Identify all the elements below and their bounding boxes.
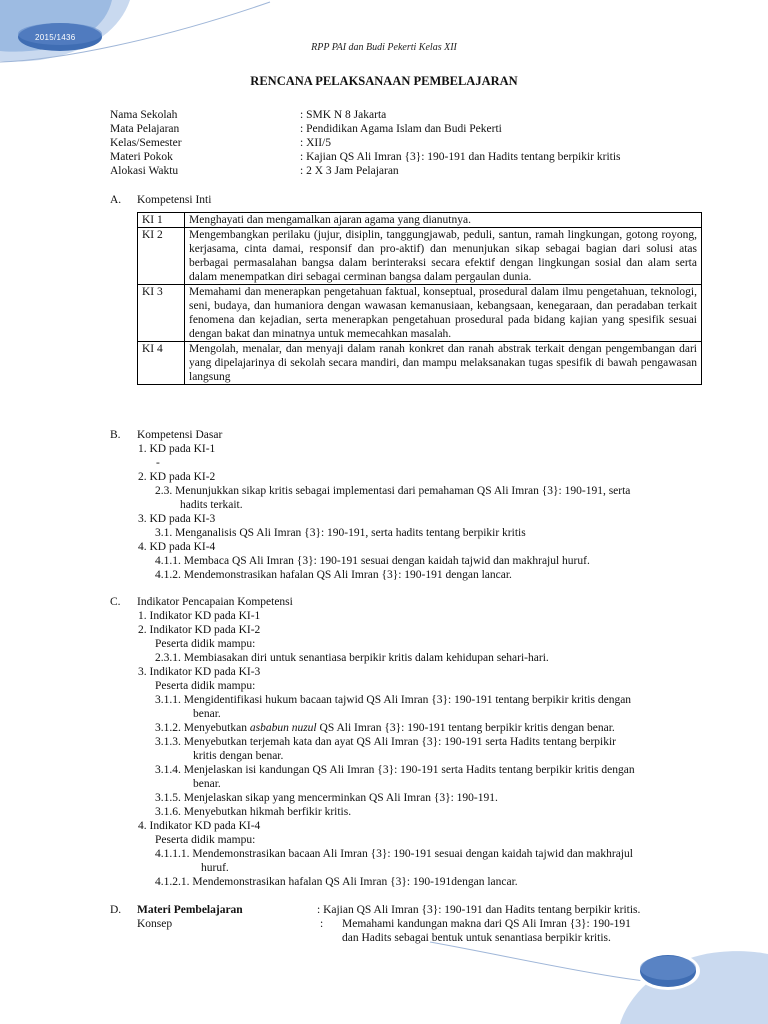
list-item: 3.1. Menganalisis QS Ali Imran {3}: 190-191, serta hadits tentang berpikir kritis <box>155 527 526 539</box>
list-item: 1. Indikator KD pada KI-1 <box>138 610 261 622</box>
ki-key: KI 3 <box>138 285 185 342</box>
section-heading: Kompetensi Dasar <box>137 429 223 441</box>
list-item: 2. Indikator KD pada KI-2 <box>138 624 261 636</box>
list-item <box>155 721 615 735</box>
list-item: benar. <box>193 778 221 790</box>
identity-value: : Pendidikan Agama Islam dan Budi Pekerti <box>300 123 502 135</box>
ki-key: KI 1 <box>138 213 185 228</box>
table-row <box>138 342 702 385</box>
table-row <box>138 213 702 228</box>
list-item: 4.1.1.1. Mendemonstrasikan bacaan Ali Imran {3}: 190-191 sesuai dengan kaidah tajwid dan makhrajul <box>155 848 633 860</box>
ki-key: KI 2 <box>138 228 185 285</box>
running-header: RPP PAI dan Budi Pekerti Kelas XII <box>311 42 457 53</box>
list-item: 3.1.5. Menjelaskan sikap yang mencerminkan QS Ali Imran {3}: 190-191. <box>155 792 498 804</box>
section-letter: A. <box>110 194 122 206</box>
identity-value: : Kajian QS Ali Imran {3}: 190-191 dan Hadits tentang berpikir kritis <box>300 151 621 163</box>
page-title: RENCANA PELAKSANAAN PEMBELAJARAN <box>250 74 518 88</box>
list-item: benar. <box>193 708 221 720</box>
year-label: 2015/1436 <box>35 33 76 42</box>
konsep-text: Memahami kandungan makna dari QS Ali Imran {3}: 190-191 <box>342 918 631 930</box>
list-item: 3.1.4. Menjelaskan isi kandungan QS Ali Imran {3}: 190-191 serta Hadits tentang berpikir kritis dengan <box>155 764 635 776</box>
identity-label: Nama Sekolah <box>110 109 178 121</box>
table-row <box>138 228 702 285</box>
section-heading: Indikator Pencapaian Kompetensi <box>137 596 293 608</box>
section-heading: Kompetensi Inti <box>137 194 212 206</box>
list-item: Peserta didik mampu: <box>155 638 256 650</box>
list-item: 2.3. Menunjukkan sikap kritis sebagai implementasi dari pemahaman QS Ali Imran {3}: 190-191, serta <box>155 485 631 497</box>
list-item: - <box>156 457 160 469</box>
ki-text: Mengolah, menalar, dan menyaji dalam ranah konkret dan ranah abstrak terkait dengan pengembangan dari yang dipelajarinya di sekolah secara mandiri, dan mampu melaksanakan tugas spesifik di bawah pengawasan langsung <box>185 342 702 385</box>
list-item: 3.1.1. Mengidentifikasi hukum bacaan tajwid QS Ali Imran {3}: 190-191 tentang berpikir kritis dengan <box>155 694 632 706</box>
identity-value: : 2 X 3 Jam Pelajaran <box>300 165 399 177</box>
identity-label: Kelas/Semester <box>110 137 182 149</box>
list-item: kritis dengan benar. <box>193 750 284 762</box>
ki-text: Mengembangkan perilaku (jujur, disiplin, tanggungjawab, peduli, santun, ramah lingkungan, gotong royong, kerjasama, cinta damai, responsif dan pro-aktif) dan menunjukan sikap sebagai bagian dari solusi atas berbagai permasalahan bangsa dalam berinteraksi secara efektif dengan lingkungan sosial dan alam serta dalam menempatkan diri sebagai cerminan bangsa dalam pergaulan dunia. <box>185 228 702 285</box>
list-item: 4. Indikator KD pada KI-4 <box>138 820 261 832</box>
section-letter: D. <box>110 904 122 916</box>
konsep-label: Konsep <box>137 918 173 930</box>
identity-value: : SMK N 8 Jakarta <box>300 109 387 121</box>
list-item: 4.1.2.1. Mendemonstrasikan hafalan QS Ali Imran {3}: 190-191dengan lancar. <box>155 876 518 888</box>
ki-key: KI 4 <box>138 342 185 385</box>
section-heading-value: : Kajian QS Ali Imran {3}: 190-191 dan Hadits tentang berpikir kritis. <box>317 904 641 916</box>
section-letter: C. <box>110 596 121 608</box>
identity-label: Alokasi Waktu <box>110 165 179 177</box>
section-heading: Materi Pembelajaran <box>137 904 243 916</box>
list-item: 3.1.6. Menyebutkan hikmah berfikir kritis. <box>155 806 352 818</box>
list-item: huruf. <box>201 862 229 874</box>
list-item: 1. KD pada KI-1 <box>138 443 216 455</box>
list-item: 4.1.2. Mendemonstrasikan hafalan QS Ali Imran {3}: 190-191 dengan lancar. <box>155 569 512 581</box>
list-item: 4. KD pada KI-4 <box>138 541 216 553</box>
list-item: 4.1.1. Membaca QS Ali Imran {3}: 190-191 sesuai dengan kaidah tajwid dan makhrajul huruf. <box>155 555 590 567</box>
identity-value: : XII/5 <box>300 137 331 149</box>
list-item: 3. Indikator KD pada KI-3 <box>138 666 261 678</box>
list-item-text: 3.1.2. Menyebutkan <box>155 722 250 734</box>
ki-text: Memahami dan menerapkan pengetahuan faktual, konseptual, prosedural dalam ilmu pengetahuan, teknologi, seni, budaya, dan humaniora dengan wawasan kemanusiaan, kebangsaan, kenegaraan, dan peradaban terkait fenomena dan kejadian, serta menerapkan pengetahuan prosedural pada bidang kajian yang spesifik sesuai dengan bakat dan minatnya untuk memecahkan masalah. <box>185 285 702 342</box>
list-item: Peserta didik mampu: <box>155 834 256 846</box>
list-item: 2.3.1. Membiasakan diri untuk senantiasa berpikir kritis dalam kehidupan sehari-hari. <box>155 652 549 664</box>
list-item-emphasis: asbabun nuzul <box>249 722 317 734</box>
konsep-colon: : <box>320 918 324 930</box>
list-item: 3.1.3. Menyebutkan terjemah kata dan ayat QS Ali Imran {3}: 190-191 serta Hadits tentang berpikir <box>155 736 617 748</box>
section-letter: B. <box>110 429 121 441</box>
konsep-text: dan Hadits sebagai bentuk untuk senantiasa berpikir kritis. <box>342 932 611 944</box>
list-item: 3. KD pada KI-3 <box>138 513 216 525</box>
kompetensi-inti-table <box>137 212 702 385</box>
identity-label: Mata Pelajaran <box>110 123 180 135</box>
ki-text: Menghayati dan mengamalkan ajaran agama yang dianutnya. <box>185 213 702 228</box>
footer-decoration <box>420 930 768 1024</box>
list-item: Peserta didik mampu: <box>155 680 256 692</box>
identity-label: Materi Pokok <box>110 151 173 163</box>
list-item: 2. KD pada KI-2 <box>138 471 216 483</box>
table-row <box>138 285 702 342</box>
list-item-text: QS Ali Imran {3}: 190-191 tentang berpikir kritis dengan benar. <box>316 722 615 734</box>
list-item: hadits terkait. <box>180 499 243 511</box>
